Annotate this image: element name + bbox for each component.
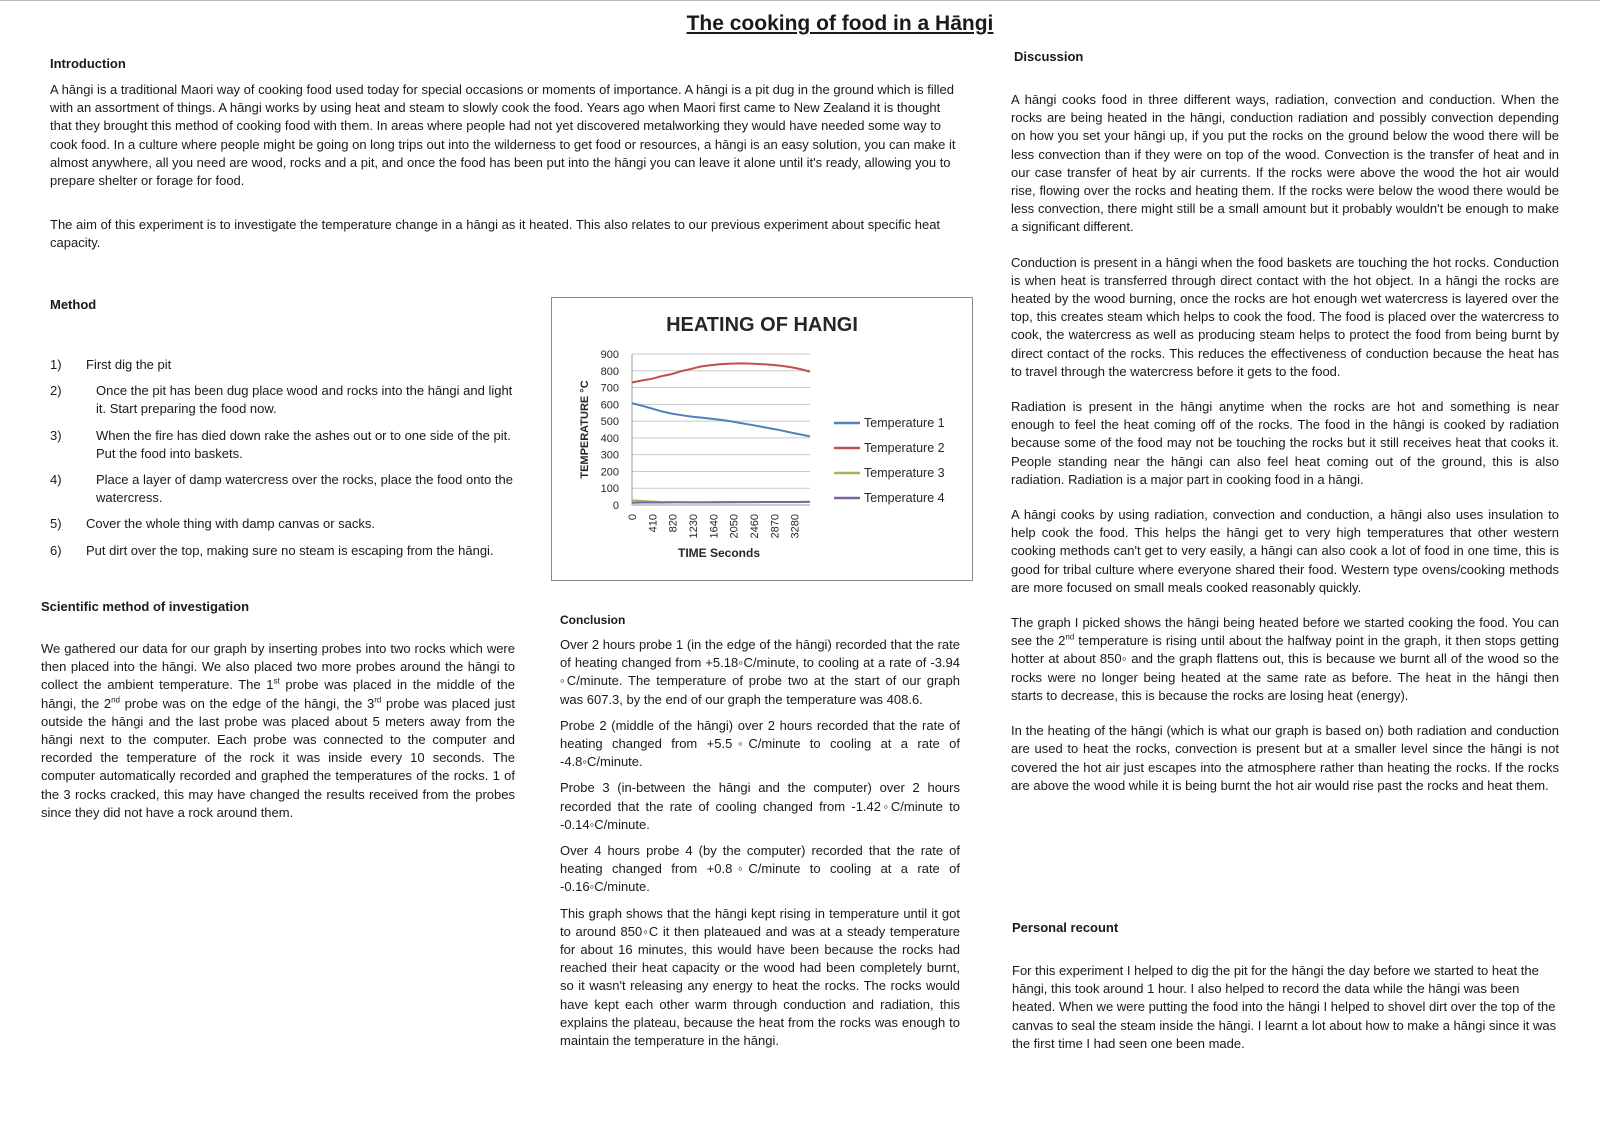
introduction-paragraph-2: The aim of this experiment is to investigate the temperature change in a hāngi as it heated. This also relates to our previous experiment about specific heat capacity. <box>50 217 941 251</box>
method-step-number: 6) <box>50 542 62 558</box>
discussion-text <box>1011 91 1559 795</box>
scientific-text-part: probe was placed just outside the hāngi and the last probe was placed about 5 meters away from the hāngi next to the computer. Each probe was connected to the computer and recorded the temperature of the rock it was inside every 10 seconds. The computer automatically recorded and graphed the temperatures of the rocks. 1 of the 3 rocks cracked, this may have changed the results received from the probes since they did not have a rock around them. <box>41 695 515 820</box>
discussion-text-part: The graph I picked shows the hāngi being heated before we started cooking the food. You can see the 2 <box>1011 615 1559 649</box>
scientific-text-part: We gathered our data for our graph by inserting probes into two rocks which were then placed into the hāngi. We also placed two more probes around the hāngi to collect the ambient temperature. The 1 <box>41 641 515 693</box>
y-tick-label: 100 <box>600 483 619 496</box>
x-tick-label: 3280 <box>789 514 802 539</box>
series-line-1 <box>632 403 810 436</box>
introduction-section <box>50 55 955 73</box>
top-border-line <box>0 0 1600 1</box>
scientific-text-part: probe was on the edge of the hāngi, the 3 <box>120 695 375 711</box>
legend-label: Temperature 4 <box>864 491 945 505</box>
personal-paragraph: For this experiment I helped to dig the pit for the hāngi the day before we started to heat the hāngi, this took around 1 hour. I also helped to record the data while the hāngi was been heated. When we were putting the food into the hāngi I helped to shovel dirt over the top of the canvas to seal the steam inside the hāngi. I learnt a lot about how to make a hāngi since it was the first time I had seen one been made. <box>1012 963 1557 1051</box>
discussion-paragraph-4: A hāngi cooks by using radiation, convection and conduction, a hāngi also uses insulation to help cook the food. This helps the hāngi get to very high temperatures that other western cooking methods can't get to very easily, a hāngi can also cook a lot of food in one time, this is good for tribal culture where everyone shared their food. Western type ovens/cooking methods are more focused on small meals cooked reasonably quickly. <box>1011 507 1559 595</box>
method-step-text: Cover the whole thing with damp canvas or sacks. <box>86 516 376 532</box>
discussion-section <box>1014 48 1083 66</box>
personal-section <box>1012 919 1118 937</box>
y-tick-label: 500 <box>600 416 619 429</box>
discussion-text-part: temperature is rising until about the halfway point in the graph, it then stops getting hotter at about 850◦ and the graph flattens out, this is because we burnt all of the wood so the rocks were no longer being heated at the same rate as before. The heat in the hāngi then starts to decrease, this is because the rocks are losing heat (energy). <box>1011 633 1559 703</box>
y-tick-label: 800 <box>600 365 619 378</box>
ordinal-suffix: nd <box>1065 632 1075 642</box>
method-section <box>50 296 96 314</box>
scientific-text-part: probe was placed in the middle of the hāngi, the 2 <box>41 677 516 711</box>
x-tick-label: 2870 <box>769 514 782 539</box>
personal-heading: Personal recount <box>1012 920 1119 935</box>
ordinal-suffix: st <box>273 677 280 687</box>
conclusion-section <box>560 611 625 629</box>
introduction-text <box>50 81 960 190</box>
page-title: The cooking of food in a Hāngi <box>686 12 994 35</box>
method-step-text: First dig the pit <box>86 357 172 372</box>
scientific-paragraph <box>41 640 515 822</box>
y-axis-label: TEMPERATURE °C <box>579 380 591 479</box>
heating-chart <box>551 297 973 581</box>
x-axis-label: TIME Seconds <box>677 546 761 560</box>
method-heading: Method <box>50 297 97 312</box>
method-list <box>50 356 520 568</box>
discussion-paragraph-6: In the heating of the hāngi (which is what our graph is based on) both radiation and conduction are used to heat the rocks, convection is present but at a smaller level since the hāngi is not covered the hot air just escapes into the atmosphere rather than heating the rocks. If the rocks are above the wood while it is being burnt the hot air would rise past the rocks and heat them. <box>1011 723 1559 793</box>
introduction-paragraph-1: A hāngi is a traditional Maori way of cooking food used today for special occasions or moments of importance. A hāngi is a pit dug in the ground which is filled with an assortment of things. A hāngi works by using heat and steam to slowly cook the food. Years ago when Maori first came to New Zealand it is thought that they brought this method of cooking food with them. In areas where people had not yet discovered metalworking they would have needed some way to cook food. In a culture where people might be going on long trips out into the wilderness to get food or resources, a hāngi is an easy solution, you can make it almost anywhere, all you need are wood, rocks and a pit, and once the food has been put into the hāngi you can leave it alone until it's ready, allowing you to prepare shelter or forage for food. <box>50 82 956 189</box>
chart-svg <box>552 298 972 580</box>
conclusion-paragraph-1: Over 2 hours probe 1 (in the edge of the hāngi) recorded that the rate of heating changed from +5.18◦C/minute, to cooling at a rate of -3.94 ◦C/minute. The temperature of probe two at the start of our graph was 607.3, by the end of our graph the temperature was 408.6. <box>560 637 960 707</box>
chart-title: HEATING OF HANGI <box>666 314 858 336</box>
conclusion-heading: Conclusion <box>560 613 626 627</box>
method-step-number: 1) <box>50 357 62 372</box>
method-step-text: Place a layer of damp watercress over the rocks, place the food onto the watercress. <box>96 472 513 506</box>
conclusion-paragraph-4: Over 4 hours probe 4 (by the computer) recorded that the rate of heating changed from +0.8◦C/minute to cooling at a rate of -0.16◦C/minute. <box>560 843 960 895</box>
personal-text <box>1012 962 1557 1053</box>
x-tick-label: 1230 <box>687 514 700 539</box>
conclusion-paragraph-5: This graph shows that the hāngi kept rising in temperature until it got to around 850◦C it then plateaued and was at a steady temperature for about 16 minutes, this would have been because the rocks had reached their heat capacity or the wood had been completely burnt, so it wasn't releasing any energy to heat the rocks. The rocks would have kept each other warm through conduction and radiation, this explains the plateau, because the heat from the rocks was enough to maintain the temperature in the hāngi. <box>560 905 960 1049</box>
method-step <box>50 515 520 533</box>
scientific-heading: Scientific method of investigation <box>41 599 250 614</box>
method-step-number: 5) <box>50 516 62 532</box>
method-step-text: When the fire has died down rake the ashes out or to one side of the pit. Put the food into baskets. <box>96 427 511 461</box>
x-tick-label: 820 <box>667 514 680 533</box>
y-tick-label: 300 <box>600 449 619 462</box>
y-tick-label: 600 <box>600 399 619 412</box>
y-tick-label: 0 <box>612 500 619 512</box>
y-tick-label: 900 <box>600 349 619 361</box>
x-tick-label: 1640 <box>708 514 721 539</box>
introduction-heading: Introduction <box>50 56 126 71</box>
method-step <box>50 427 520 463</box>
method-step-number: 2) <box>50 383 62 399</box>
conclusion-paragraph-3: Probe 3 (in-between the hāngi and the computer) over 2 hours recorded that the rate of cooling changed from -1.42◦C/minute to -0.14◦C/minute. <box>560 780 960 832</box>
x-tick-label: 0 <box>627 514 639 521</box>
x-tick-label: 410 <box>647 514 660 533</box>
legend-label: Temperature 3 <box>864 466 945 480</box>
ordinal-suffix: nd <box>111 695 120 705</box>
aim-text <box>50 216 960 252</box>
series-line-2 <box>632 363 810 382</box>
method-step-text: Once the pit has been dug place wood and rocks into the hāngi and light it. Start preparing the food now. <box>96 383 513 417</box>
discussion-paragraph-2: Conduction is present in a hāngi when the food baskets are touching the hot rocks. Conduction is when heat is transferred through direct contact with the hot object. In a hāngi the rocks are heated by the wood burning, once the rocks are hot enough wet watercress is layered over the top, this creates steam which helps to cook the food. The food is placed over the watercress to cook, the watercress as well as producing steam helps to protect the food from being burnt by direct contact of the rocks. This reduces the effectiveness of conduction because the heat has to travel through the watercress before it gets to the food. <box>1011 254 1559 379</box>
method-step <box>50 471 520 507</box>
discussion-paragraph-3: Radiation is present in the hāngi anytime when the rocks are hot and something is near enough to feel the heat coming off of the rocks. The food in the hāngi is cooked by radiation because some of the food may not be touching the rocks but it still receives heat that cooks it. People standing near the hāngi can also feel heat coming out of the ground, this is also radiation. Radiation is a major part in cooking food in a hāngi. <box>1011 399 1559 487</box>
method-step <box>50 356 520 374</box>
method-step <box>50 382 520 418</box>
conclusion-paragraph-2: Probe 2 (middle of the hāngi) over 2 hours recorded that the rate of heating changed from +5.5◦C/minute to cooling at a rate of -4.8◦C/minute. <box>560 717 960 770</box>
scientific-section <box>41 598 249 616</box>
series-line-4 <box>632 502 810 503</box>
x-tick-label: 2460 <box>748 514 761 539</box>
conclusion-text <box>560 636 960 1050</box>
y-tick-label: 200 <box>600 466 619 479</box>
discussion-paragraph-5 <box>1011 614 1559 705</box>
legend-label: Temperature 2 <box>864 441 945 455</box>
method-step <box>50 542 520 560</box>
method-step-number: 4) <box>50 472 62 488</box>
x-tick-label: 2050 <box>728 514 741 539</box>
y-tick-label: 400 <box>600 432 619 445</box>
discussion-heading: Discussion <box>1014 49 1084 64</box>
method-step-text: Put dirt over the top, making sure no steam is escaping from the hāngi. <box>86 542 494 558</box>
y-tick-label: 700 <box>600 382 619 395</box>
legend-label: Temperature 1 <box>864 416 945 430</box>
ordinal-suffix: rd <box>374 695 382 705</box>
method-step-number: 3) <box>50 427 62 443</box>
discussion-paragraph-1: A hāngi cooks food in three different ways, radiation, convection and conduction. When the rocks are being heated in the hāngi, conduction radiation and possibly convection depending on how you set your hāngi up, if you put the rocks on the ground below the wood there will be less convection than if they were on top of the wood. Convection is the transfer of heat and in our case transfer of heat by air currents. If the rocks were above the wood the hot air would rise, flowing over the rocks and heating them. If the rocks were below the wood there would be less convection, there might still be a small amount but it probably wouldn't be enough to make a significant different. <box>1011 92 1559 235</box>
scientific-text <box>41 640 515 822</box>
